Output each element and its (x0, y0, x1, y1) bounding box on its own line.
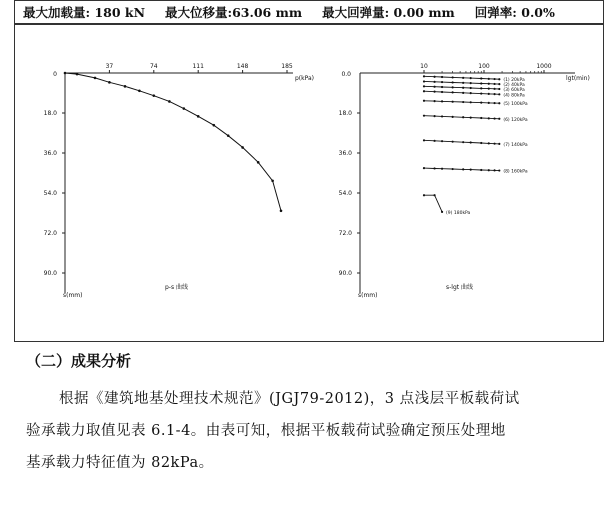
slgt-point (462, 101, 464, 103)
slgt-point (452, 76, 454, 78)
slgt-point (488, 142, 490, 144)
slgt-y-tick-label: 36.0 (338, 150, 352, 157)
slgt-series-label: (6) 120kPa (503, 117, 528, 123)
slgt-point (488, 117, 490, 119)
ps-y-tick-label: 36.0 (43, 150, 57, 157)
ps-point (213, 124, 216, 127)
slgt-point (480, 82, 482, 84)
slgt-origin-label: 0.0 (341, 71, 351, 78)
slgt-point (433, 86, 435, 88)
ps-point (153, 94, 156, 97)
slgt-point (493, 169, 495, 171)
slgt-point (441, 86, 443, 88)
ps-point (64, 72, 67, 75)
slgt-point (441, 140, 443, 142)
slgt-point (480, 102, 482, 104)
slgt-point (441, 168, 443, 170)
slgt-point (423, 85, 425, 87)
ps-y-tick-label: 72.0 (43, 230, 57, 237)
slgt-point (423, 139, 425, 141)
slgt-point (498, 143, 500, 145)
slgt-point (433, 91, 435, 93)
ps-point (197, 115, 200, 118)
slgt-point (452, 81, 454, 83)
ps-point (124, 85, 127, 88)
ps-point (241, 146, 244, 149)
slgt-point (441, 115, 443, 117)
slgt-point (498, 169, 500, 171)
slgt-point (493, 78, 495, 80)
slgt-point (423, 115, 425, 117)
ps-point (227, 134, 230, 137)
slgt-point (488, 93, 490, 95)
slgt-point (452, 116, 454, 118)
slgt-point (462, 77, 464, 79)
ps-point (94, 77, 97, 80)
slgt-point (470, 141, 472, 143)
slgt-point (423, 194, 425, 196)
slgt-y-tick-label: 54.0 (338, 190, 352, 197)
ps-point (183, 107, 186, 110)
slgt-point (423, 100, 425, 102)
slgt-y-label: s(mm) (358, 292, 378, 299)
s-lgt-chart (339, 63, 590, 299)
charts-svg (15, 25, 603, 341)
ps-x-label: p(kPa) (295, 75, 314, 82)
slgt-point (423, 75, 425, 77)
max-rebound-text: 最大回弹量: 0.00 mm (322, 5, 455, 20)
slgt-point (433, 140, 435, 142)
slgt-point (433, 167, 435, 169)
slgt-point (423, 167, 425, 169)
slgt-point (441, 211, 443, 213)
section-title: （二）成果分析 (26, 352, 132, 370)
slgt-point (423, 80, 425, 82)
slgt-point (441, 81, 443, 83)
ps-x-tick-label: 74 (149, 63, 158, 70)
slgt-point (480, 117, 482, 119)
paragraph-line-3: 基承载力特征值为 82kPa。 (26, 455, 214, 471)
slgt-point (493, 102, 495, 104)
slgt-point (462, 92, 464, 94)
ps-x-tick-label: 37 (105, 63, 114, 70)
ps-x-tick-label: 111 (192, 63, 204, 70)
slgt-point (433, 81, 435, 83)
slgt-point (470, 92, 472, 94)
slgt-point (498, 83, 500, 85)
slgt-point (452, 86, 454, 88)
slgt-point (498, 118, 500, 120)
ps-point (108, 81, 111, 84)
slgt-point (433, 76, 435, 78)
slgt-point (441, 91, 443, 93)
ps-point (280, 209, 283, 212)
slgt-point (498, 102, 500, 104)
ps-title: p-s 曲线 (165, 284, 189, 291)
slgt-series-label: (7) 140kPa (503, 142, 528, 148)
charts-frame (14, 24, 604, 342)
max-displacement-text: 最大位移量:63.06 mm (165, 5, 303, 20)
slgt-point (493, 143, 495, 145)
slgt-point (462, 87, 464, 89)
ps-point (257, 161, 260, 164)
slgt-y-tick-label: 72.0 (338, 230, 352, 237)
slgt-point (493, 117, 495, 119)
slgt-series-label: (2) 40kPa (503, 83, 525, 89)
slgt-point (480, 77, 482, 79)
slgt-point (470, 77, 472, 79)
ps-point (76, 73, 79, 76)
slgt-point (470, 116, 472, 118)
summary-header (14, 0, 604, 24)
slgt-point (480, 169, 482, 171)
slgt-point (433, 115, 435, 117)
ps-x-tick-label: 148 (236, 63, 249, 70)
max-load-text: 最大加载量: 180 kN (23, 5, 145, 20)
slgt-point (452, 168, 454, 170)
slgt-point (462, 141, 464, 143)
slgt-x-label: lgt(min) (566, 75, 590, 82)
slgt-point (462, 168, 464, 170)
slgt-series-label: (9) 180kPa (446, 210, 471, 216)
slgt-series-label: (3) 60kPa (503, 88, 525, 93)
rebound-rate-text: 回弹率: 0.0% (474, 5, 555, 20)
slgt-x-tick-label: 10 (420, 63, 428, 70)
slgt-point (433, 194, 435, 196)
slgt-point (470, 82, 472, 84)
ps-y-tick-label: 90.0 (43, 270, 57, 277)
ps-y-label: s(mm) (63, 292, 83, 299)
slgt-point (480, 87, 482, 89)
slgt-y-tick-label: 90.0 (338, 270, 352, 277)
slgt-title: s-lgt 曲线 (446, 284, 474, 291)
slgt-point (441, 76, 443, 78)
slgt-y-tick-label: 18.0 (338, 110, 352, 117)
slgt-series-line (424, 195, 442, 212)
slgt-point (498, 78, 500, 80)
paragraph-line-2: 验承载力取值见表 6.1-4。由表可知，根据平板载荷试验确定预压处理地 (26, 423, 506, 439)
slgt-point (452, 101, 454, 103)
slgt-point (452, 141, 454, 143)
ps-origin-label: 0 (53, 71, 57, 78)
slgt-x-tick-label: 1000 (536, 63, 552, 70)
slgt-x-tick-label: 100 (478, 63, 490, 70)
ps-point (271, 179, 274, 182)
paragraph-line-1: 根据《建筑地基处理技术规范》(JGJ79-2012)，3 点浅层平板载荷试 (59, 391, 520, 407)
slgt-point (488, 169, 490, 171)
slgt-point (488, 83, 490, 85)
slgt-point (470, 169, 472, 171)
slgt-point (493, 93, 495, 95)
ps-point (168, 100, 171, 103)
slgt-series-label: (8) 160kPa (503, 169, 528, 175)
slgt-point (433, 100, 435, 102)
slgt-point (423, 90, 425, 92)
slgt-point (498, 93, 500, 95)
slgt-point (462, 82, 464, 84)
slgt-point (480, 92, 482, 94)
slgt-point (493, 88, 495, 90)
slgt-series-label: (4) 80kPa (503, 93, 525, 99)
ps-point (138, 89, 141, 92)
slgt-point (470, 101, 472, 103)
slgt-point (488, 78, 490, 80)
slgt-series-label: (1) 20kPa (503, 78, 525, 84)
ps-curve (65, 73, 281, 211)
slgt-point (470, 87, 472, 89)
ps-y-tick-label: 18.0 (43, 110, 57, 117)
slgt-point (462, 116, 464, 118)
slgt-series-label: (5) 100kPa (503, 102, 528, 108)
slgt-point (452, 91, 454, 93)
slgt-point (493, 83, 495, 85)
slgt-point (480, 142, 482, 144)
ps-x-tick-label: 185 (281, 63, 293, 70)
slgt-point (488, 102, 490, 104)
slgt-point (441, 100, 443, 102)
ps-chart (44, 63, 314, 299)
ps-y-tick-label: 54.0 (43, 190, 57, 197)
slgt-point (498, 88, 500, 90)
slgt-point (488, 88, 490, 90)
